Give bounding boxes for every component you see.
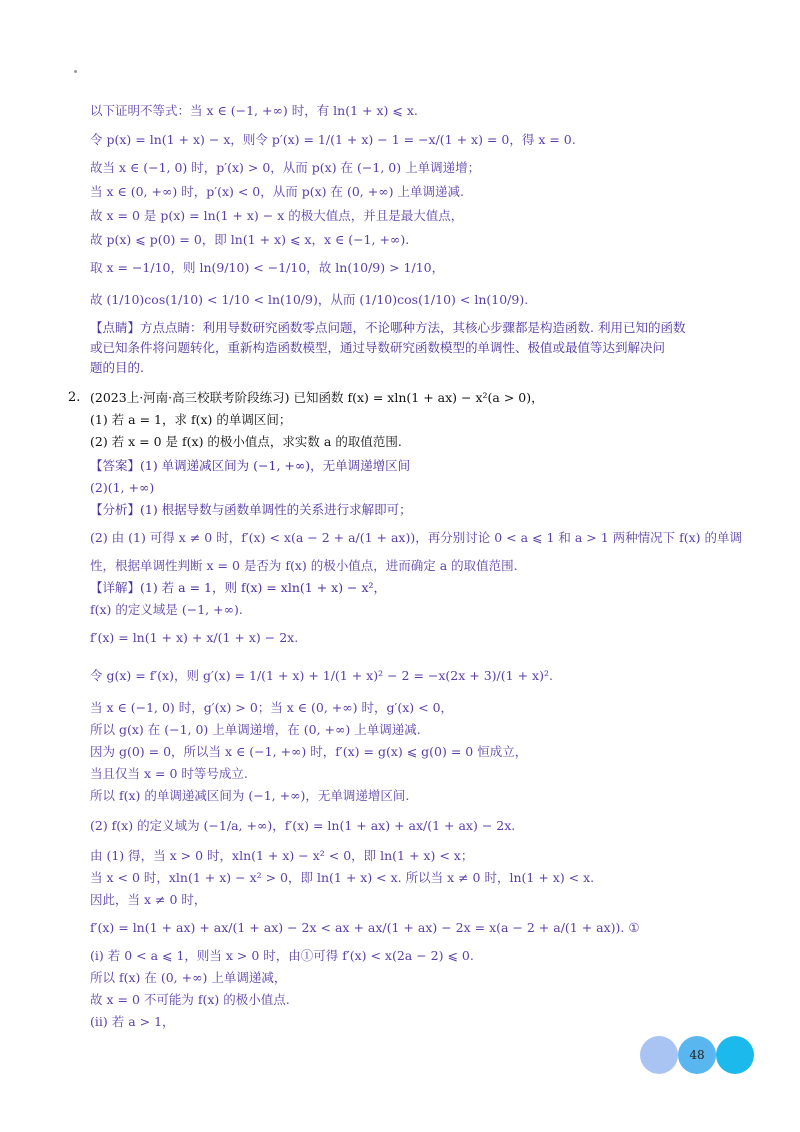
solution-line: 因此，当 x ≠ 0 时， bbox=[90, 892, 207, 907]
answer-line: (2)(1, +∞) bbox=[90, 480, 155, 495]
solution-line: 令 g(x) = f′(x)，则 g′(x) = 1/(1 + x) + 1/(1 + x)² − 2 = −x(2x + 3)/(1 + x)². bbox=[90, 668, 553, 683]
page-badge-circle bbox=[716, 1036, 754, 1074]
solution-line: (ⅱ) 若 a > 1， bbox=[90, 1014, 175, 1029]
text-line: 以下证明不等式：当 x ∈ (−1, +∞) 时，有 ln(1 + x) ⩽ x. bbox=[90, 103, 418, 118]
analysis-line: (2) 由 (1) 可得 x ≠ 0 时，f′(x) < x(a − 2 + a/(1 + ax))，再分别讨论 0 < a ⩽ 1 和 a > 1 两种情况下 f(x) 的单调 bbox=[90, 530, 743, 545]
solution-line: 由 (1) 得，当 x > 0 时，xln(1 + x) − x² < 0，即 ln(1 + x) < x； bbox=[90, 848, 474, 863]
problem-number: 2. bbox=[68, 390, 81, 405]
page-number: 48 bbox=[689, 1048, 705, 1062]
text-line: 故 (1/10)cos(1/10) < 1/10 < ln(10/9)，从而 (1/10)cos(1/10) < ln(10/9). bbox=[90, 292, 529, 307]
problem-part: (1) 若 a = 1，求 f(x) 的单调区间； bbox=[90, 412, 292, 427]
solution-line: f(x) 的定义域是 (−1, +∞). bbox=[90, 602, 243, 617]
text-line: 故当 x ∈ (−1, 0) 时，p′(x) > 0，从而 p(x) 在 (−1, 0) 上单调递增； bbox=[90, 160, 481, 175]
text-line: 故 x = 0 是 p(x) = ln(1 + x) − x 的极大值点，并且是最大值点， bbox=[90, 208, 464, 223]
text-line: 当 x ∈ (0, +∞) 时，p′(x) < 0，从而 p(x) 在 (0, +∞) 上单调递减. bbox=[90, 184, 464, 199]
solution-line: f′(x) = ln(1 + x) + x/(1 + x) − 2x. bbox=[90, 630, 299, 645]
solution-line: (ⅰ) 若 0 < a ⩽ 1，则当 x > 0 时，由①可得 f′(x) < x(2a − 2) ⩽ 0. bbox=[90, 948, 474, 963]
remark-line: 或已知条件将问题转化，重新构造函数模型，通过导数研究函数模型的单调性、极值或最值等达到解决问 bbox=[90, 340, 666, 355]
solution-line: 因为 g(0) = 0，所以当 x ∈ (−1, +∞) 时，f′(x) = g(x) ⩽ g(0) = 0 恒成立， bbox=[90, 744, 528, 759]
solution-line: f′(x) = ln(1 + ax) + ax/(1 + ax) − 2x < ax + ax/(1 + ax) − 2x = x(a − 2 + a/(1 + ax)). ① bbox=[90, 920, 640, 935]
solution-line: (2) f(x) 的定义域为 (−1/a, +∞)，f′(x) = ln(1 + ax) + ax/(1 + ax) − 2x. bbox=[90, 818, 516, 833]
page-mark bbox=[74, 70, 77, 73]
remark-line: 题的目的. bbox=[90, 360, 144, 375]
solution-line: 当且仅当 x = 0 时等号成立. bbox=[90, 766, 248, 781]
page-badge-circle bbox=[640, 1036, 678, 1074]
text-line: 令 p(x) = ln(1 + x) − x，则令 p′(x) = 1/(1 + x) − 1 = −x/(1 + x) = 0，得 x = 0. bbox=[90, 132, 576, 147]
text-line: 故 p(x) ⩽ p(0) = 0，即 ln(1 + x) ⩽ x，x ∈ (−1, +∞). bbox=[90, 232, 410, 247]
solution-line: 当 x ∈ (−1, 0) 时，g′(x) > 0；当 x ∈ (0, +∞) 时，g′(x) < 0， bbox=[90, 700, 454, 715]
problem-part: (2) 若 x = 0 是 f(x) 的极小值点，求实数 a 的取值范围. bbox=[90, 434, 402, 449]
solution-line: 所以 f(x) 的单调递减区间为 (−1, +∞)，无单调递增区间. bbox=[90, 788, 410, 803]
analysis-line: 【分析】(1) 根据导数与函数单调性的关系进行求解即可； bbox=[90, 502, 412, 517]
solution-line: 【详解】(1) 若 a = 1，则 f(x) = xln(1 + x) − x²， bbox=[90, 580, 387, 595]
solution-line: 所以 g(x) 在 (−1, 0) 上单调递增，在 (0, +∞) 上单调递减. bbox=[90, 722, 421, 737]
problem-statement: (2023上·河南·高三校联考阶段练习) 已知函数 f(x) = xln(1 + ax) − x²(a > 0)， bbox=[90, 390, 544, 405]
solution-line: 故 x = 0 不可能为 f(x) 的极小值点. bbox=[90, 992, 290, 1007]
remark-line: 【点睛】方点点睛：利用导数研究函数零点问题，不论哪种方法，其核心步骤都是构造函数. 利用已知的函数 bbox=[90, 320, 686, 335]
solution-line: 所以 f(x) 在 (0, +∞) 上单调递减， bbox=[90, 970, 287, 985]
solution-line: 当 x < 0 时，xln(1 + x) − x² > 0，即 ln(1 + x) < x. 所以当 x ≠ 0 时，ln(1 + x) < x. bbox=[90, 870, 595, 885]
analysis-line: 性，根据单调性判断 x = 0 是否为 f(x) 的极小值点，进而确定 a 的取值范围. bbox=[90, 558, 518, 573]
text-line: 取 x = −1/10，则 ln(9/10) < −1/10，故 ln(10/9) > 1/10， bbox=[90, 260, 445, 275]
answer-line: 【答案】(1) 单调递减区间为 (−1, +∞)，无单调递增区间 bbox=[90, 458, 411, 473]
